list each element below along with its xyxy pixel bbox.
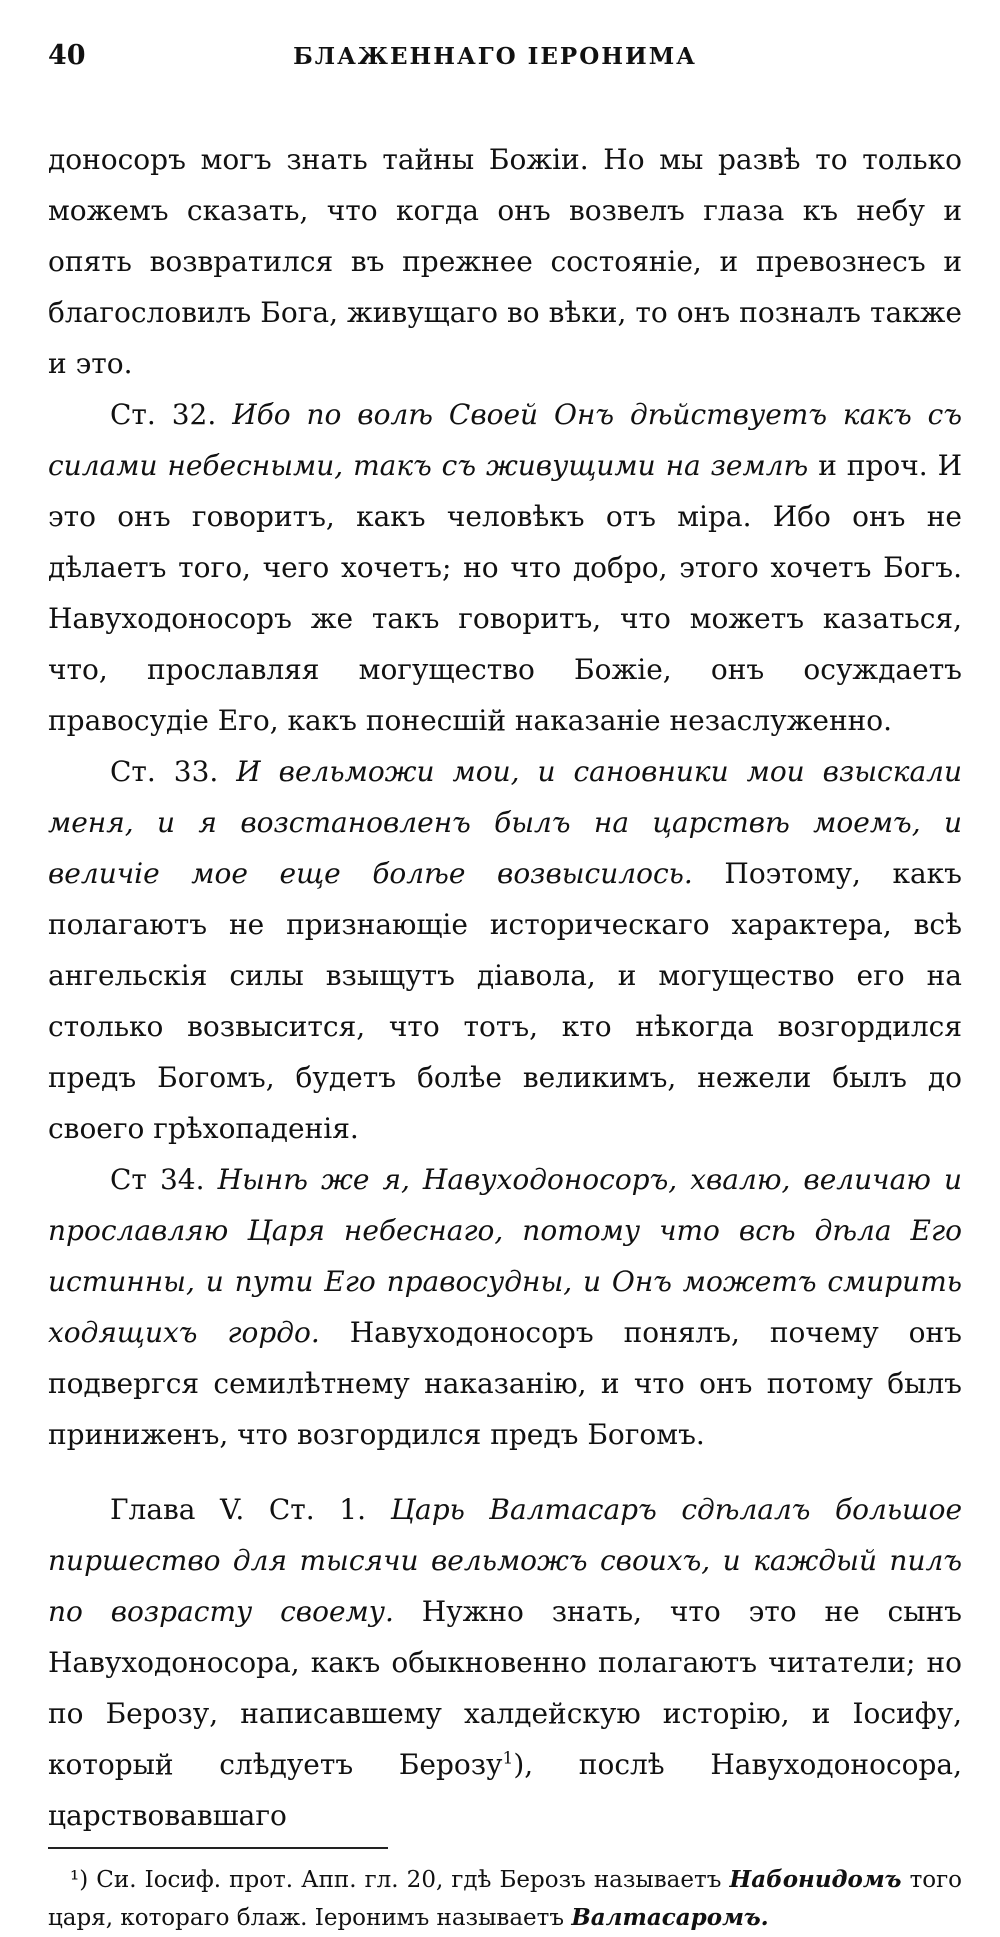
page-number: 40 bbox=[48, 40, 86, 71]
running-title: БЛАЖЕННАГО ІЕРОНИМА bbox=[293, 43, 697, 70]
footnote-mark: ¹) bbox=[70, 1867, 89, 1893]
footnote bbox=[48, 1861, 962, 1937]
commentary-text: Навуходоносоръ понялъ, почему онъ подвергся семилѣтнему наказанію, и что онъ потому былъ приниженъ, что возгордился предъ Богомъ. bbox=[48, 1316, 962, 1451]
verse-quote: Ибо по волѣ Своей Онъ дѣйствуетъ какъ съ силами небесными, такъ съ живущими на землѣ bbox=[48, 398, 962, 482]
verse-reference: Глава V. Ст. 1. bbox=[110, 1493, 366, 1526]
running-head bbox=[48, 40, 962, 90]
paragraph-verse-32 bbox=[48, 389, 962, 746]
footnote-reference: 1 bbox=[502, 1748, 514, 1769]
verse-quote: Царь Валтасаръ сдѣлалъ большое пиршество для тысячи вельможъ своихъ, и каждый пилъ по возрасту своему. bbox=[48, 1493, 963, 1628]
verse-quote: И вельможи мои, и сановники мои взыскали меня, и я возстановленъ былъ на царствѣ моемъ, и величіе мое еще болѣе возвысилось. bbox=[48, 755, 963, 890]
verse-quote: Нынѣ же я, Навуходоносоръ, хвалю, величаю и прославляю Царя небеснаго, потому что всѣ дѣла Его истинны, и пути Его правосудны, и Онъ можетъ смирить ходящихъ гордо. bbox=[48, 1163, 962, 1349]
footnote-rule bbox=[48, 1847, 388, 1849]
footnote-name: Валтасаромъ. bbox=[571, 1904, 769, 1931]
paragraph-text: доносоръ могъ знать тайны Божіи. Но мы развѣ то только можемъ сказать, что когда онъ возвелъ глаза къ небу и опять возвратился въ прежнее состояніе, и превознесъ и благословилъ Бога, живущаго во вѣки, то онъ позналъ также и это. bbox=[48, 143, 962, 380]
footnote-text: того царя, котораго блаж. Іеронимъ называетъ bbox=[48, 1867, 963, 1931]
paragraph-verse-34 bbox=[48, 1154, 962, 1460]
paragraph-continuation bbox=[48, 134, 962, 389]
verse-reference: Ст 34. bbox=[110, 1163, 205, 1196]
paragraph-verse-33 bbox=[48, 746, 962, 1154]
commentary-text: и проч. И это онъ говоритъ, какъ человѣкъ отъ міра. Ибо онъ не дѣлаетъ того, чего хочетъ; но что добро, этого хочетъ Богъ. Навуходоносоръ же такъ говоритъ, что можетъ казаться, что, прославляя могущество Божіе, онъ осуждаетъ правосудіе Его, какъ понесшій наказаніе незаслуженно. bbox=[48, 449, 962, 737]
verse-reference: Ст. 32. bbox=[110, 398, 217, 431]
commentary-text-end: ), послѣ Навуходоносора, царствовавшаго bbox=[48, 1748, 962, 1832]
commentary-text: Нужно знать, что это не сынъ Навуходоносора, какъ обыкновенно полагаютъ читатели; но по Берозу, написавшему халдейскую исторію, и Іосифу, который слѣдуетъ Берозу bbox=[48, 1595, 962, 1781]
paragraph-chapter-5 bbox=[48, 1484, 962, 1841]
footnote-text: Си. Іосиф. прот. Апп. гл. 20, гдѣ Берозъ называетъ bbox=[96, 1867, 722, 1893]
verse-reference: Ст. 33. bbox=[110, 755, 219, 788]
footnote-name: Набонидомъ bbox=[729, 1866, 902, 1893]
commentary-text: Поэтому, какъ полагаютъ не признающіе историческаго характера, всѣ ангельскія силы взыщутъ діавола, и могущество его на столько возвысится, что тотъ, кто нѣкогда возгордился предъ Богомъ, будетъ болѣе великимъ, нежели былъ до своего грѣхопаденія. bbox=[48, 857, 962, 1145]
